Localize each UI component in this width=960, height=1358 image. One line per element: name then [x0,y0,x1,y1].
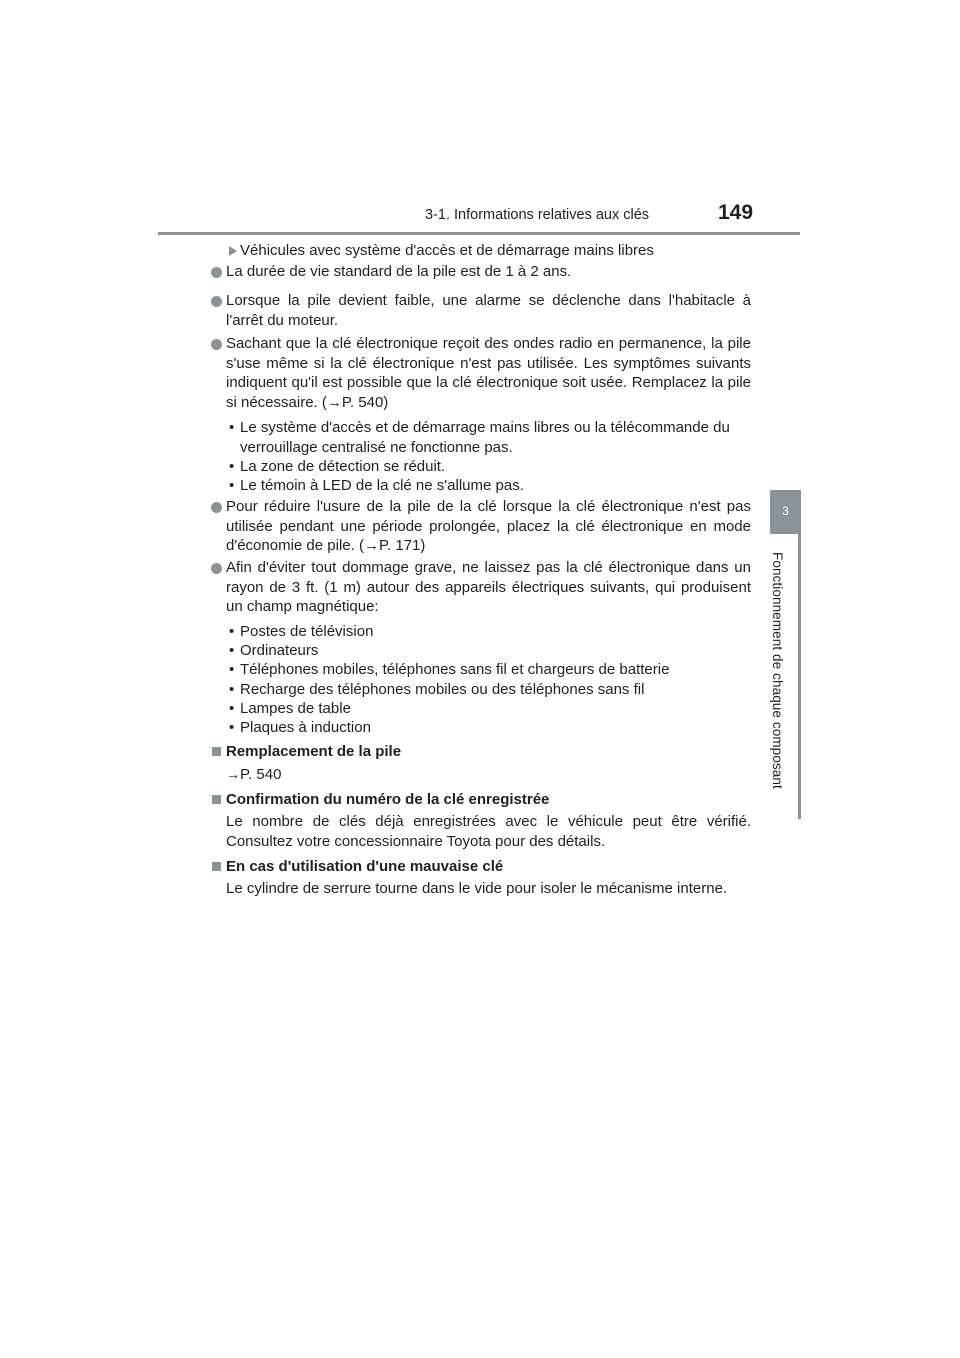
sub-list-item: • La zone de détection se réduit. [229,458,446,475]
sub-list-text: Ordinateurs [240,642,319,659]
sub-list-item: • Le témoin à LED de la clé ne s'allume pas. [229,477,524,494]
bullet-text: Afin d'éviter tout dommage grave, ne laissez pas la clé électronique dans un rayon de 3 ft. (1 m) autour des appareils électriques suivants, qui produisent un champ magnétique: [226,559,751,615]
sub-list-text: Le système d'accès et de démarrage mains libres ou la télécommande du verrouillage centralisé ne fonctionne pas. [240,419,730,456]
bullet-icon [211,563,222,574]
bullet-text: Pour réduire l'usure de la pile de la clé lorsque la clé électronique n'est pas utilisée pendant une période prolongée, placez la clé électronique en mode d'économie de pile. (→P. 171) [226,498,751,554]
section-text: Le cylindre de serrure tourne dans le vide pour isoler le mécanisme interne. [226,880,728,897]
sub-list-text: Postes de télévision [240,623,374,640]
bullet-icon [211,339,222,350]
chapter-tab-rule [798,534,801,819]
triangle-marker-icon [229,246,237,256]
bullet-icon [211,296,222,307]
bullet-text: Sachant que la clé électronique reçoit des ondes radio en permanence, la pile s'use même si la clé électronique n'est pas utilisée. Les symptômes suivants indiquent qu'il est possible que la clé électronique soit usée. Remplacez la pile si nécessaire. (→P. 540) [226,335,751,411]
sub-list-text: Plaques à induction [240,719,371,736]
sub-list-item: • Plaques à induction [229,719,371,736]
bullet-text: Lorsque la pile devient faible, une alarme se déclenche dans l'habitacle à l'arrêt du moteur. [226,292,751,329]
sub-list-text: Le témoin à LED de la clé ne s'allume pas. [240,477,524,494]
section-text: Le nombre de clés déjà enregistrées avec le véhicule peut être vérifié. Consultez votre concessionnaire Toyota pour des détails. [226,813,751,850]
section-square-icon [212,862,221,871]
chapter-label: Fonctionnement de chaque composant [770,552,785,789]
intro-text: Véhicules avec système d'accès et de démarrage mains libres [240,242,654,259]
page-reference [226,765,281,785]
chapter-number: 3 [782,504,789,518]
bullet-text: La durée de vie standard de la pile est de 1 à 2 ans. [226,263,572,280]
sub-list-text: Téléphones mobiles, téléphones sans fil et chargeurs de batterie [240,661,670,678]
page-number: 149 [718,201,754,224]
section-square-icon [212,795,221,804]
sub-list-item: • Le système d'accès et de démarrage mains libres ou la télécommande du verrouillage centralisé ne fonctionne pas. [229,419,730,456]
section-heading: Remplacement de la pile [226,743,402,760]
sub-list-text: Lampes de table [240,700,351,717]
header-divider [158,232,800,235]
sub-list-item: • Téléphones mobiles, téléphones sans fil et chargeurs de batterie [229,661,670,678]
sub-list-text: La zone de détection se réduit. [240,458,446,475]
section-title: 3-1. Informations relatives aux clés [425,207,650,223]
section-heading: Confirmation du numéro de la clé enregistrée [226,791,550,808]
bullet-icon [211,267,222,278]
bullet-icon [211,502,222,513]
sub-list-item: • Lampes de table [229,700,351,717]
section-heading: En cas d'utilisation d'une mauvaise clé [226,858,504,875]
arrow-icon: → [226,766,240,782]
sub-list-item: • Recharge des téléphones mobiles ou des téléphones sans fil [229,681,645,698]
sub-list-text: Recharge des téléphones mobiles ou des téléphones sans fil [240,681,645,698]
page-reference-text: P. 540 [240,766,282,783]
sub-list-item: • Ordinateurs [229,642,319,659]
section-square-icon [212,747,221,756]
sub-list-item: • Postes de télévision [229,623,374,640]
